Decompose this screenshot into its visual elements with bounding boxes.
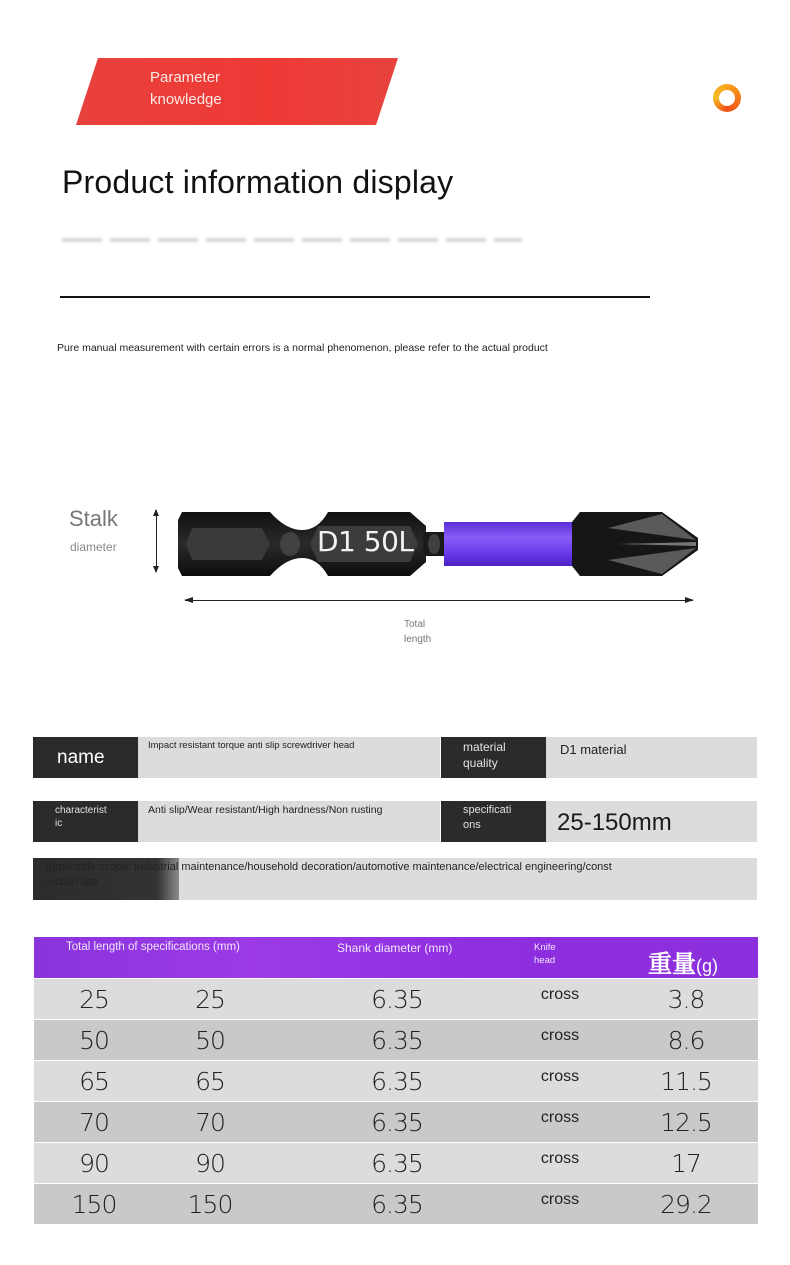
length-arrow-icon bbox=[185, 600, 693, 601]
cell-weight: 11.5 bbox=[660, 1066, 712, 1096]
name-label: name bbox=[33, 737, 138, 778]
spec-label-1: specificati bbox=[463, 804, 512, 816]
spec-value-box bbox=[546, 801, 757, 842]
banner-line-1: Parameter bbox=[150, 69, 221, 86]
banner-line-2: knowledge bbox=[150, 91, 222, 108]
banner-text bbox=[150, 67, 222, 111]
header-knife-line-1: Knife bbox=[534, 942, 556, 953]
header-shank-diameter: Shank diameter (mm) bbox=[337, 941, 453, 955]
characteristic-value: Anti slip/Wear resistant/High hardness/Non rusting bbox=[148, 804, 383, 816]
name-value: Impact resistant torque anti slip screwdriver head bbox=[148, 740, 355, 751]
header-knife-head bbox=[534, 941, 556, 967]
cell-head: cross bbox=[540, 986, 580, 1003]
cell-shank: 6.35 bbox=[371, 1189, 423, 1219]
cell-weight: 3.8 bbox=[667, 984, 705, 1014]
material-label-2: quality bbox=[463, 756, 498, 770]
table-row bbox=[34, 1101, 758, 1142]
material-value: D1 material bbox=[560, 742, 627, 757]
divider bbox=[60, 296, 650, 298]
cell-weight: 12.5 bbox=[660, 1107, 712, 1137]
cell-head: cross bbox=[540, 1191, 580, 1208]
cell-length-b: 70 bbox=[195, 1107, 225, 1137]
name-value-box bbox=[138, 737, 440, 778]
table-row bbox=[34, 1060, 758, 1101]
spec-label-2: ons bbox=[463, 819, 481, 831]
blurred-subtitle bbox=[62, 238, 522, 242]
material-value-box bbox=[546, 737, 757, 778]
table-row bbox=[34, 1183, 758, 1224]
scope-line-1: Applicable scope: industrial maintenance/household decoration/automotive maintenance/electrical engineering/const bbox=[45, 861, 612, 873]
stalk-diameter-label: diameter bbox=[70, 540, 117, 554]
material-label-1: material bbox=[463, 740, 506, 754]
header-weight bbox=[648, 944, 718, 979]
cell-weight: 17 bbox=[671, 1148, 701, 1178]
scope-text bbox=[45, 860, 745, 890]
bit-marking: D1 50L bbox=[317, 525, 414, 558]
parameter-knowledge-banner bbox=[76, 58, 398, 125]
header-weight-cn: 重量 bbox=[648, 950, 696, 978]
cell-length-b: 90 bbox=[195, 1148, 225, 1178]
header-knife-line-2: head bbox=[534, 955, 556, 966]
cell-length-a: 70 bbox=[79, 1107, 109, 1137]
cell-length-b: 25 bbox=[195, 984, 225, 1014]
spec-label bbox=[441, 801, 546, 842]
cell-head: cross bbox=[540, 1150, 580, 1167]
page-title: Product information display bbox=[62, 164, 454, 200]
cell-shank: 6.35 bbox=[371, 1025, 423, 1055]
cell-length-a: 150 bbox=[71, 1189, 117, 1219]
cell-shank: 6.35 bbox=[371, 1148, 423, 1178]
diameter-arrow-icon bbox=[156, 510, 157, 572]
spec-value: 25-150mm bbox=[557, 809, 672, 836]
table-row bbox=[34, 1142, 758, 1183]
characteristic-label bbox=[33, 801, 138, 842]
cell-shank: 6.35 bbox=[371, 984, 423, 1014]
characteristic-label-2: ic bbox=[55, 818, 63, 829]
header-weight-unit: (g) bbox=[696, 956, 718, 976]
disclaimer-text: Pure manual measurement with certain errors is a normal phenomenon, please refer to the actual product bbox=[57, 342, 548, 354]
cell-length-a: 65 bbox=[79, 1066, 109, 1096]
total-length-label bbox=[404, 617, 431, 647]
cell-length-a: 50 bbox=[79, 1025, 109, 1055]
cell-head: cross bbox=[540, 1027, 580, 1044]
parameter-table bbox=[34, 937, 758, 1224]
cell-length-b: 150 bbox=[187, 1189, 233, 1219]
cell-head: cross bbox=[540, 1109, 580, 1126]
cell-shank: 6.35 bbox=[371, 1066, 423, 1096]
cell-weight: 8.6 bbox=[667, 1025, 705, 1055]
total-label-2: length bbox=[404, 634, 432, 645]
orange-ring-icon bbox=[713, 84, 741, 112]
cell-weight: 29.2 bbox=[660, 1189, 712, 1219]
scope-line-2: ruction site bbox=[45, 876, 99, 888]
stalk-label: Stalk bbox=[69, 506, 118, 531]
characteristic-value-box bbox=[138, 801, 440, 842]
characteristic-label-1: characterist bbox=[55, 805, 107, 816]
cell-length-a: 90 bbox=[79, 1148, 109, 1178]
cell-head: cross bbox=[540, 1068, 580, 1085]
cell-length-b: 65 bbox=[195, 1066, 225, 1096]
cell-length-a: 25 bbox=[79, 984, 109, 1014]
screwdriver-bit-image bbox=[178, 508, 700, 580]
table-row bbox=[34, 978, 758, 1019]
table-header bbox=[34, 937, 758, 978]
header-total-length: Total length of specifications (mm) bbox=[66, 941, 240, 953]
material-label bbox=[441, 737, 546, 778]
cell-shank: 6.35 bbox=[371, 1107, 423, 1137]
total-label-1: Total bbox=[404, 619, 426, 630]
cell-length-b: 50 bbox=[195, 1025, 225, 1055]
table-row bbox=[34, 1019, 758, 1060]
